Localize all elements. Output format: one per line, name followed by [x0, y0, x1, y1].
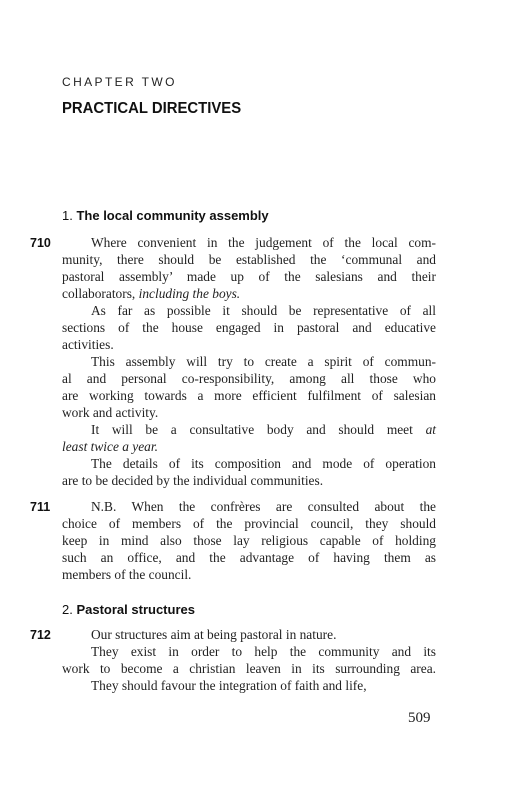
- page-number: 509: [408, 710, 431, 726]
- section-number: 1.: [62, 208, 73, 223]
- text-line: Our structures aim at being pastoral in nature.: [91, 627, 337, 642]
- italic-text: including the boys.: [138, 286, 241, 301]
- article-number-710: 710: [30, 236, 51, 250]
- article-number-712: 712: [30, 628, 51, 642]
- text-line: are working towards a more efficient fulfilment of salesian: [62, 388, 436, 403]
- text-line: al and personal co-responsibility, among all those who: [62, 371, 436, 386]
- section-title: Pastoral structures: [76, 602, 195, 617]
- text-line: The details of its composition and mode of operation: [91, 456, 436, 471]
- text-line: As far as possible it should be representative of all: [91, 303, 436, 318]
- text-line: [62, 438, 158, 455]
- section-number: 2.: [62, 602, 73, 617]
- text-span: It will be a consultative body and should meet: [91, 422, 413, 437]
- italic-text: at: [425, 422, 436, 437]
- text-line: members of the council.: [62, 567, 192, 582]
- text-line: They should favour the integration of faith and life,: [91, 678, 367, 693]
- text-line: Where convenient in the judgement of the local com-: [91, 235, 436, 250]
- text-span: collaborators,: [62, 286, 136, 301]
- section-heading-2: [62, 602, 195, 617]
- chapter-label: CHAPTER TWO: [62, 75, 177, 89]
- section-title: The local community assembly: [76, 208, 269, 223]
- text-line: work to become a christian leaven in its surrounding area.: [62, 661, 436, 676]
- text-line: They exist in order to help the community and its: [91, 644, 436, 659]
- text-line: munity, there should be established the ‘communal and: [62, 252, 436, 267]
- text-line: such an office, and the advantage of having them as: [62, 550, 436, 565]
- text-line: sections of the house engaged in pastoral and educative: [62, 320, 436, 335]
- text-line: This assembly will try to create a spirit of commun-: [91, 354, 436, 369]
- text-line: [62, 285, 240, 302]
- text-line: N.B. When the confrères are consulted about the: [91, 499, 436, 514]
- text-line: pastoral assembly’ made up of the salesians and their: [62, 269, 436, 284]
- text-line: [91, 421, 436, 438]
- chapter-title: PRACTICAL DIRECTIVES: [62, 100, 242, 117]
- text-line: activities.: [62, 337, 114, 352]
- italic-text: least twice a year.: [62, 439, 158, 454]
- text-line: choice of members of the provincial council, they should: [62, 516, 436, 531]
- text-line: keep in mind also those lay religious capable of holding: [62, 533, 436, 548]
- text-line: work and activity.: [62, 405, 159, 420]
- section-heading-1: [62, 208, 269, 223]
- text-line: are to be decided by the individual communities.: [62, 473, 324, 488]
- article-number-711: 711: [30, 500, 51, 514]
